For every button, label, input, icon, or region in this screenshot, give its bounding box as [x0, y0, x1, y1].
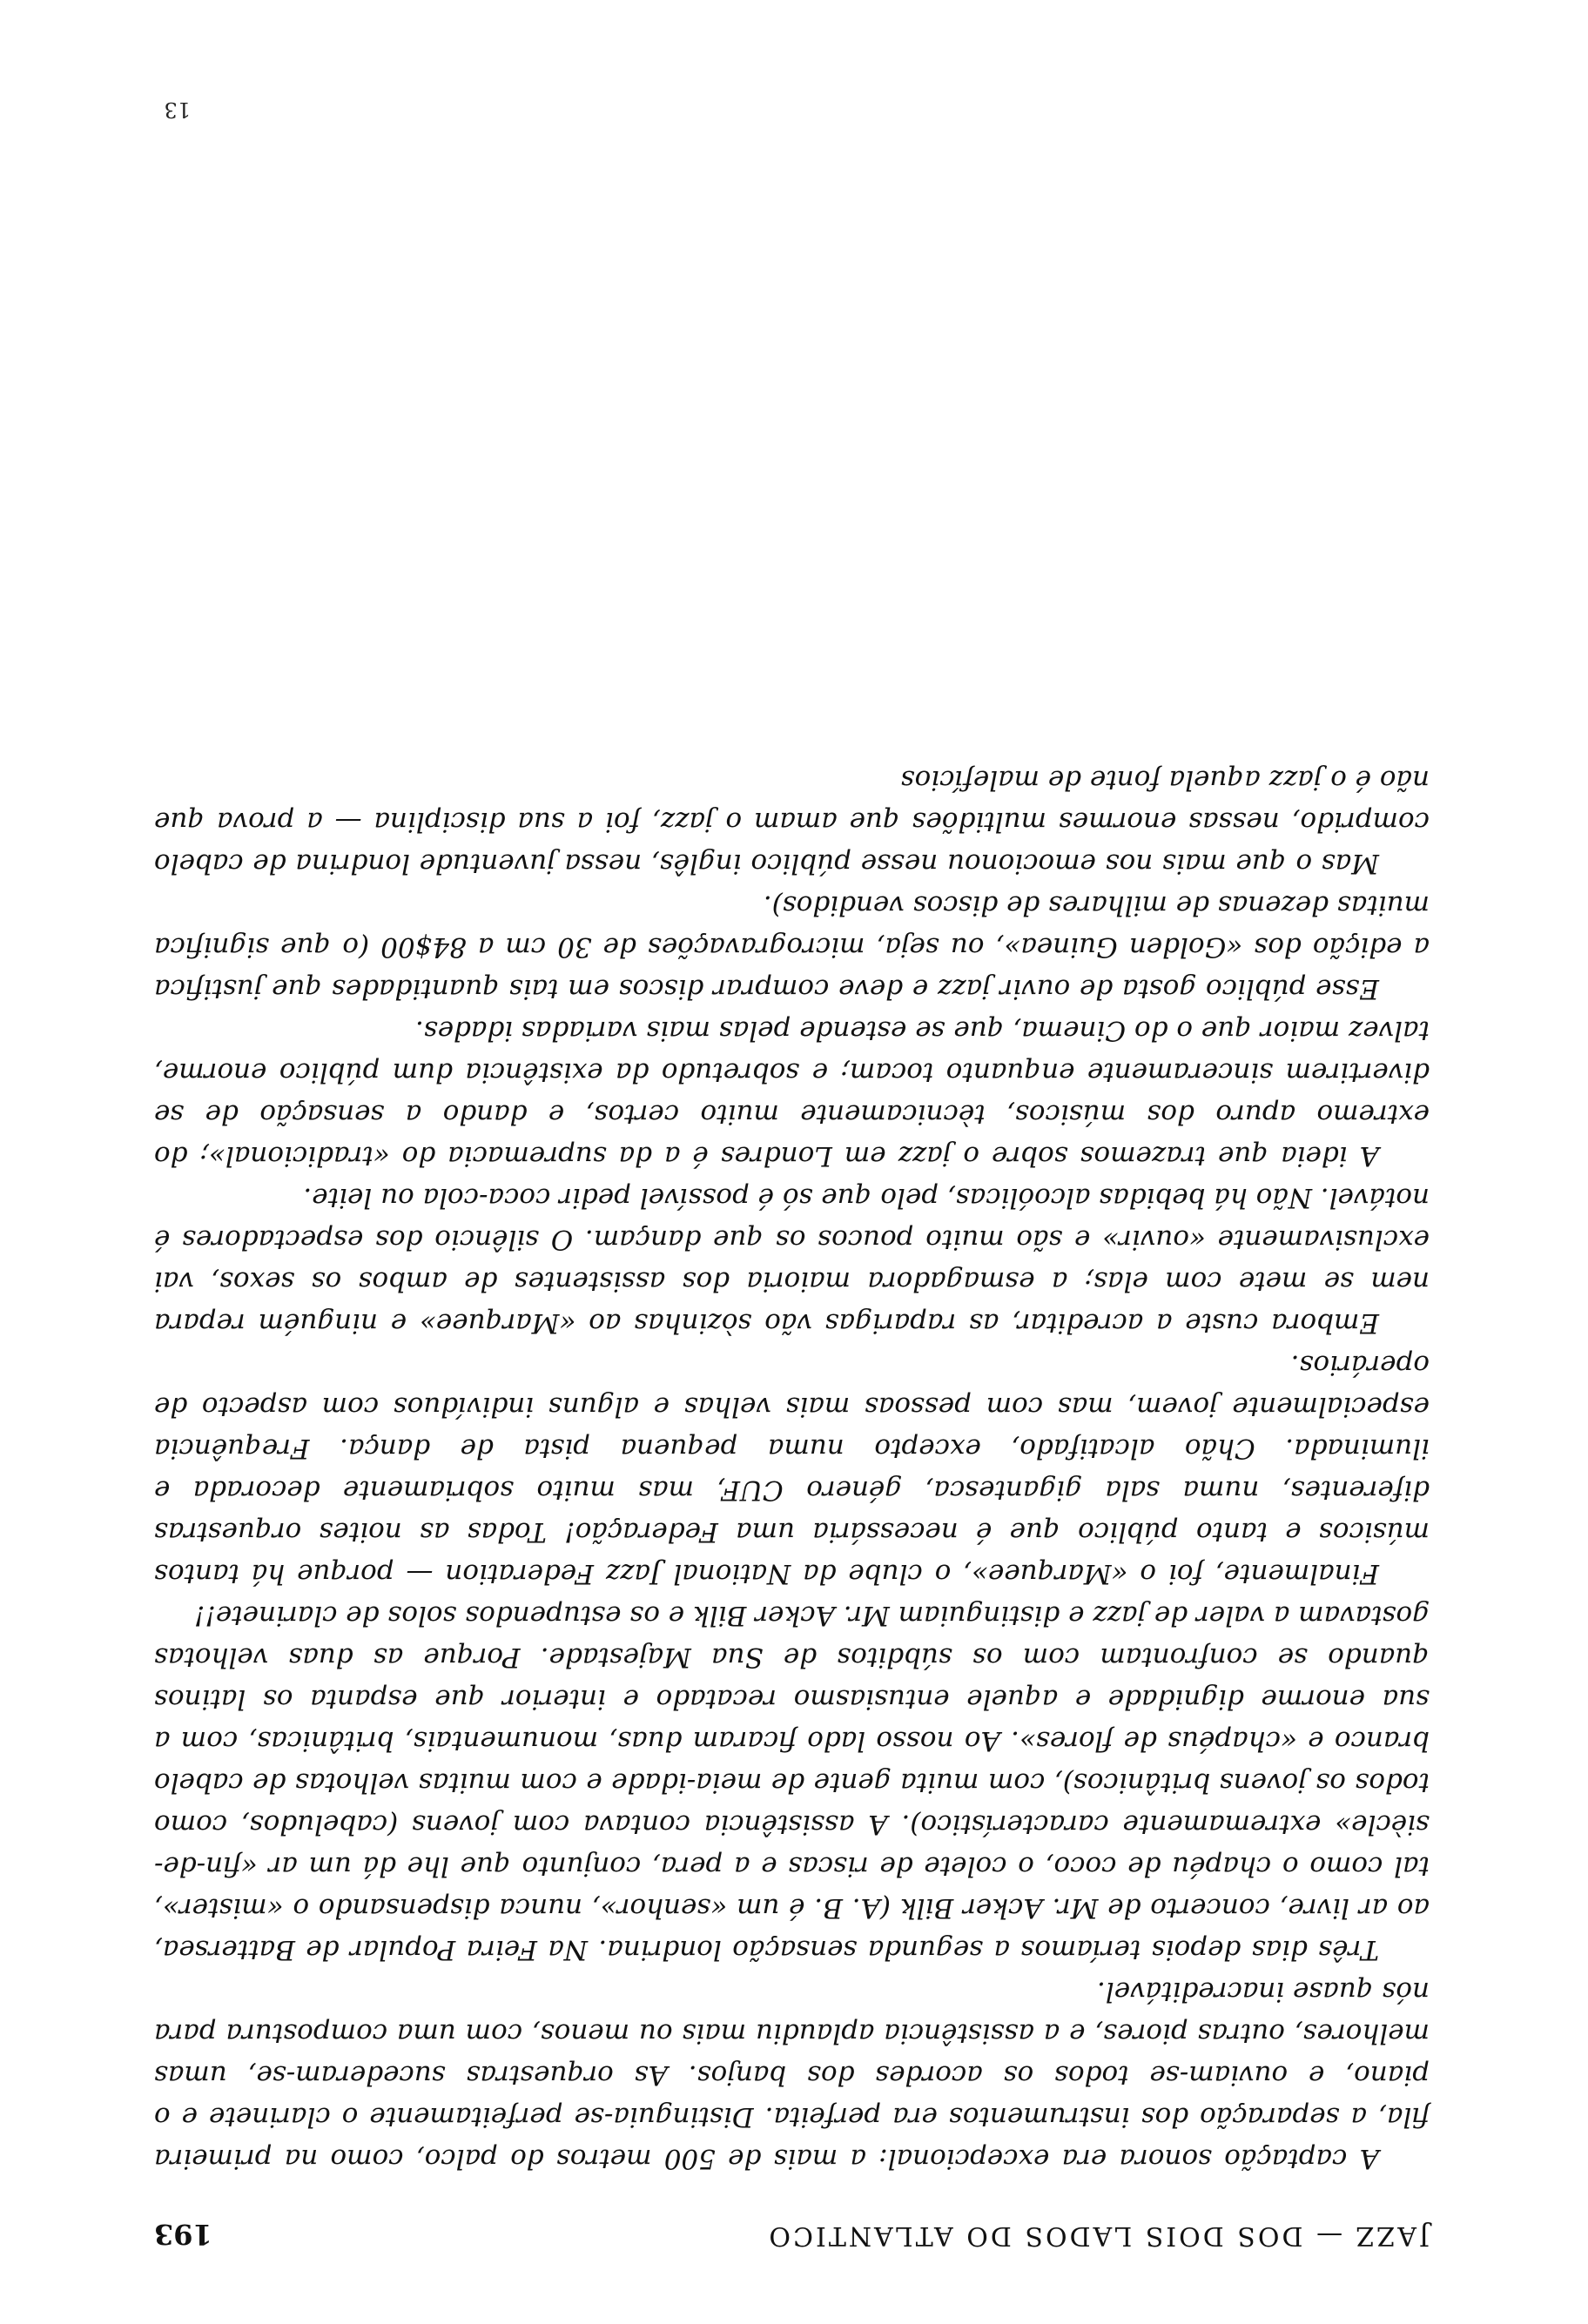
- paragraph: Embora custe a acreditar, as raparigas vão sòzinhas ao «Marquee» e ninguém repara nem se mete com elas; a esmagadora maioria dos assistentes de ambos os sexos, vai exclusivamente «ouvir» e são muito poucos os que dançam. O silêncio dos espectadores é notável. Não há bebidas alcoólicas, pelo que só é possível pedir coca-cola ou leite.: [154, 1182, 1430, 1339]
- paragraph: A captação sonora era excepcional: a mais de 500 metros do palco, como na primeira fila, a separação dos instrumentos era perfeita. Distinguia-se perfeitamente o clarinete e o piano, e ouviam-se todos os acordes dos banjos. As orquestras sucederam-se, umas melhores, outras piores, e a assistência aplaudiu mais ou menos, com uma compostura para nós quase inacreditável.: [154, 1976, 1430, 2174]
- paragraph: Esse público gosta de ouvir jazz e deve comprar discos em tais quantidades que justifica a edição dos «Golden Guinea», ou seja, microgravações de 30 cm a 84$00 (o que significa muitas dezenas de milhares de discos vendidos).: [154, 890, 1430, 1004]
- running-head: JAZZ — DOS DOIS LADOS DO ATLANTICO: [766, 2220, 1430, 2251]
- paragraph: Três dias depois teríamos a segunda sensação londrina. Na Feira Popular de Battersea, ao ar livre, concerto de Mr. Acker Bilk (A. B. é um «senhor», nunca dispensando o «mister», tal como o chapéu de coco, o colete de riscas e a pera, conjunto que lhe dá um ar «fin-de-siècle» extremamente característico). A assistência contava com jovens (cabeludos, como todos os jovens britânicos), com muita gente de meia-idade e com muitas velhotas de cabelo branco e «chapéus de flores». Ao nosso lado ficaram duas, monumentais, britânicas, com a sua enorme dignidade e aquele entusiasmo recatado e interior que espanta os latinos quando se confrontam com os súbditos de Sua Majestade. Porque as duas velhotas gostavam a valer de jazz e distinguiam Mr. Acker Bilk e os estupendos solos de clarinete!!: [154, 1600, 1430, 1965]
- page-header: [154, 2207, 1430, 2251]
- page-number: 193: [154, 2218, 212, 2251]
- paragraph: Mas o que mais nos emocionou nesse público inglês, nessa juventude londrina de cabelo comprido, nessas enormes multidões que amam o jazz, foi a sua disciplina — a prova que não é o jazz aquela fonte de malefícios: [154, 764, 1430, 879]
- body-text: [154, 759, 1430, 2180]
- paragraph: Finalmente, foi o «Marquee», o clube da National Jazz Federation — porque há tantos músicos e tanto público que é necessária uma Federação! Todas as noites orquestras diferentes, numa sala gigantesca, género CUF, mas muito sobriamente decorada e iluminada. Chão alcatifado, excepto numa pequena pista de dança. Frequência especialmente jovem, mas com pessoas mais velhas e alguns indivíduos com aspecto de operários.: [154, 1349, 1430, 1589]
- signature-mark: 13: [164, 97, 191, 122]
- paragraph: A ideia que trazemos sobre o jazz em Londres é a da supremacia do «tradicional»; do extremo apuro dos músicos, tècnicamente muito certos, e dando a sensação de se divertirem sinceramente enquanto tocam; e sobretudo da existência dum público enorme, talvez maior que o do Cinema, que se estende pelas mais variadas idades.: [154, 1015, 1430, 1172]
